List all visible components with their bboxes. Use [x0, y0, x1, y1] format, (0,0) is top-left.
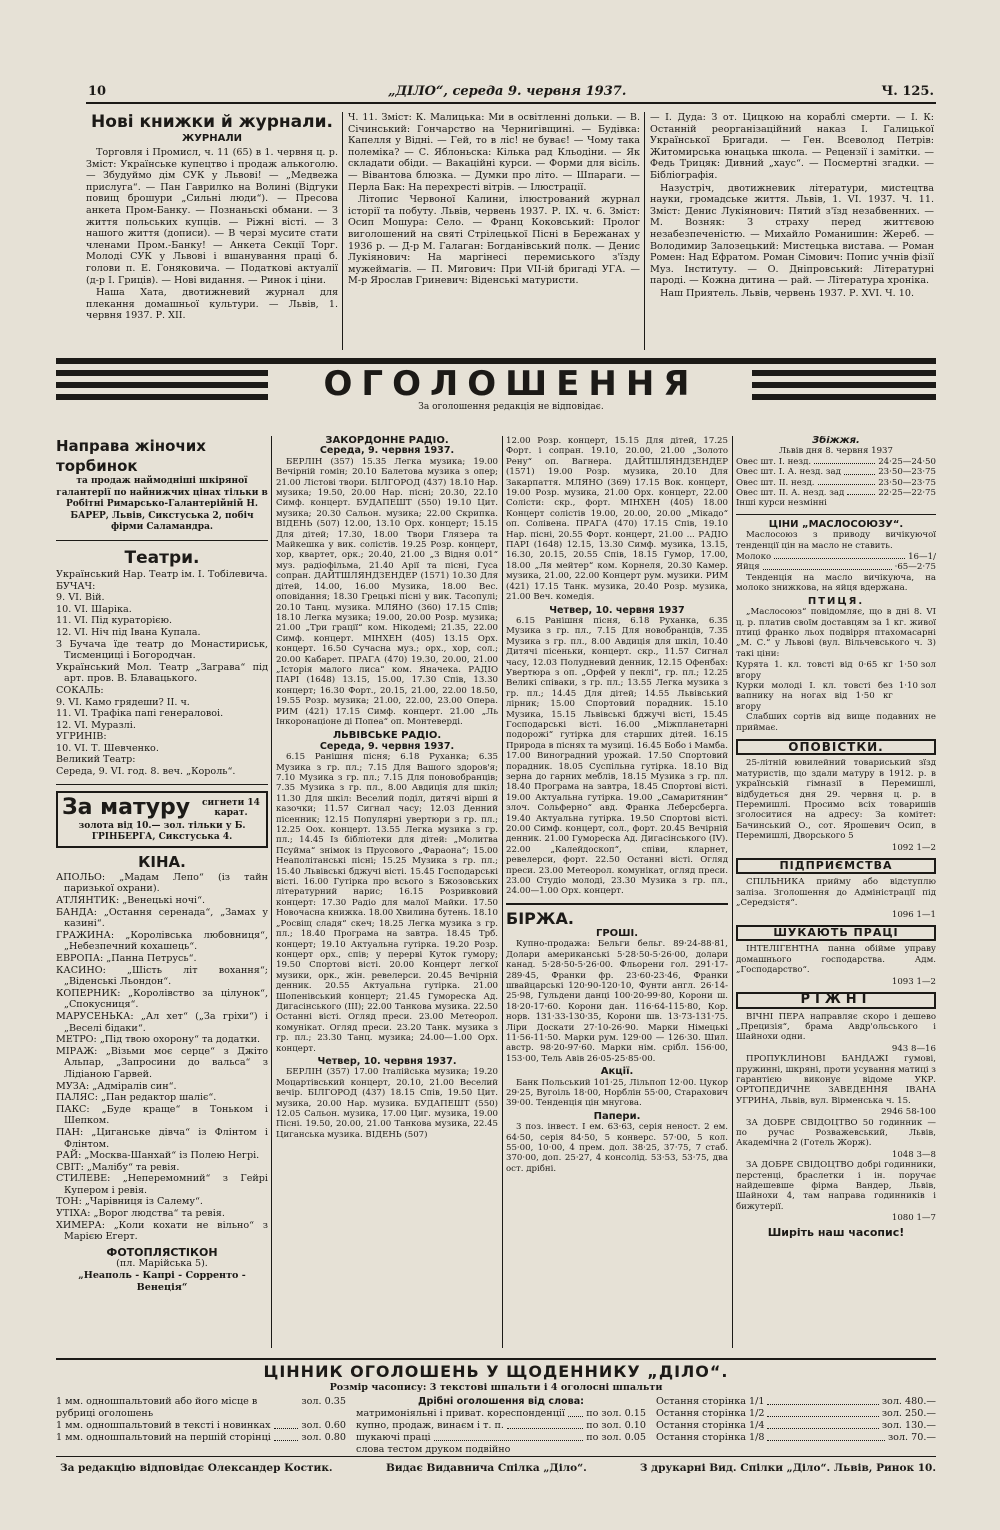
foreign-radio-date-thursday: Четвер, 10. червня 1937. — [317, 1055, 457, 1067]
books-title: Нові книжки й журнали. — [91, 112, 333, 132]
matura-ad — [56, 791, 268, 848]
masthead: „ДІЛО“, середа 9. червня 1937. — [388, 84, 627, 99]
cinema-line: МІРАЖ: „Візьми моє серце“ з Джіто Альпар, „Запросини до вальса“ з Лідіаною Гарвей. — [56, 1045, 268, 1080]
price-row-value: зол. 0.80 — [301, 1432, 346, 1443]
price-list-left — [56, 1396, 346, 1456]
handbag-ad-text: та продаж наймодніші шкіряної галантерії по найнижчих цінах тільки в Робітні Римарсько-Галантерійній Н. БАРЕР, Львів, Сикстуська 2, побіч фірми Саламандра. — [56, 476, 268, 533]
matura-ad-title: За матуру — [62, 794, 191, 820]
misc-header: РІЖНІ — [736, 992, 936, 1008]
footer-printer: З друкарні Вид. Спілки „Діло“. Львів, Ринок 10. — [639, 1462, 936, 1474]
books-item: Ч. 11. Зміст: К. Малицька: Ми в освітленні дольки. — В. Січинський: Гончарство на Чернигівщині. — Будівка: Капелля у Відні. — Гей, то в ліс! не буває! — Чому така полеміка? — С. Яблоньска: Кілька рад Кльодіни. — Як складати обіди. — Вакаційні курси. — Форми для вісіль. — Вівантова блюзка. — Думки про літо. — Шпараги. — Перла Бак: На перехресті вітрів. — Ілюстрації. — [348, 112, 640, 193]
footer-publisher: Видає Видавнича Спілка „Діло“. — [386, 1462, 587, 1474]
books-item: — І. Дуда: З от. Цицкою на кораблі смерти. — І. К: Останній реорганізаційний наказ І. Галицької Української Бригади. — Ген. Всеволод Петрів: Житомирська юнацька школа. — Рецензії і замітки. — Федь Трицяк: Дивний „хаус“. — Посмертні згадки. — Бібліографія. — [650, 112, 934, 181]
books-item: Торговля і Промисл, ч. 11 (65) в 1. червня ц. р. Зміст: Українське купецтво і продаж алькоголю. — Збудуймо дім СУК у Львові! — „Медвежа прислуга“. — Пан Гаврилко на Волині (Відгуки повищ брошури „Сильні люди“). — Пресова анкета Пром-Банку. — Познаньскі обмани. — З життя польських купців. — Ріжні вісті. — З нашого життя (дописи). — В черзі мусите стати членами Пром.-Банку! — Анкета Секції Торг. Молоді СУК у Львові і вшанування праці б. голови п. Е. Гоняковича. — Податкові актуалії (д-р І. Гриців). — Нові видання. — Ринок і ціни. — [86, 147, 338, 286]
theatres-title: Театри. — [124, 547, 200, 568]
page-header — [88, 84, 934, 102]
price-row — [356, 1420, 646, 1432]
theatre-line: 10. VI. Т. Шевченко. — [56, 742, 159, 754]
grain-row-label: Овес шт. ІІ. незд. — [736, 477, 815, 488]
businesses-header: ПІДПРИЄМСТВА — [736, 858, 936, 874]
price-row-label: шукаючі праці — [356, 1432, 431, 1443]
cinema-line: АТЛЯНТИК: „Венецькі ночі“. — [56, 895, 206, 907]
business-ad-number: 1096 1—1 — [891, 909, 936, 920]
grain-row-label: Овес шт. І. незд. — [736, 456, 812, 467]
lviv-radio-title: ЛЬВІВСЬКЕ РАДІО. — [332, 730, 442, 742]
matura-ad-text: золота від 10.— зол. тільки у Б. ГРІНБЕРГА, Сикстуська 4. — [78, 820, 246, 843]
footer-editor: За редакцію відповідає Олександер Костик. — [60, 1462, 333, 1474]
theatre-line: 12. VI. Ніч під Івана Купала. — [56, 626, 201, 638]
cinema-line: МАРУСЕНЬКА: „Ал хет“ („За гріхи“) і „Веселі бідаки“. — [56, 1010, 268, 1034]
grain-row-label: Овес шт. ІІ. А. незд. зад — [736, 488, 845, 499]
grain-title: Збіжжя. — [812, 436, 860, 446]
grain-date: Львів дня 8. червня 1937 — [779, 446, 893, 457]
maslosoyuz-note: Тенденція на масло вичікуюча, на молоко знижкова, на яйця вдержана. — [736, 572, 936, 594]
misc-ad-number: 1080 1—7 — [891, 1213, 936, 1224]
matura-ad-side: сигнети 14 карат. — [202, 797, 260, 818]
cinema-line: СВІТ: „Малібу“ та ревія. — [56, 1161, 180, 1173]
fotoplastikon-title: ФОТОПЛЯСТІКОН — [106, 1245, 218, 1259]
price-row — [656, 1432, 936, 1444]
misc-ad: ВІЧНІ ПЕРА направляє скоро і дешево „Прецизія“, брама Авдр'ольського і Шайнохи одни. — [736, 1011, 936, 1043]
cinema-line: КАСИНО: „Шість літ вохання“; „Віденські Льондон“. — [56, 964, 268, 988]
lviv-radio-date-thursday: Четвер, 10. червня 1937 — [549, 604, 685, 616]
shares-title: Акції. — [600, 1066, 634, 1078]
theatre-line: СОКАЛЬ: — [56, 684, 104, 696]
price-row-value: зол. 480.— — [881, 1396, 936, 1407]
foreign-radio-title: ЗАКОРДОННЕ РАДІО. — [325, 436, 449, 446]
price-row-value: зол. 130.— — [881, 1420, 936, 1431]
poultry-row-label: Курята 1. кл. товсті від 0·65 кг вгору — [736, 660, 893, 681]
theatres-list — [56, 569, 268, 778]
foreign-radio-program-thursday: БЕРЛІН (357) 17.00 Італійська музика; 19.20 Моцартівський концерт, 20.10, 21.00 Веселий вечір. БІЛГОРОД (437) 18.15 Спів, 19.50 Цит. музика, 20.00 Нар. музика. БУДАПЕШТ (550) 12.05 Сальон. музика, 17.00 Циг. музика, 19.00 Пісні. 19.50, 20.00, 21.00 Танкова музика, 22.45 Циганська музика. ВІДЕНЬ (507) — [276, 1067, 498, 1140]
price-row-value: зол. 0.60 — [301, 1420, 346, 1431]
theatre-line: 10. VI. Шаріка. — [56, 603, 132, 615]
job-seeker-ad-number: 1093 1—2 — [891, 976, 936, 987]
securities-text: 3 поз. інвест. І ем. 63·63, серія неност. 2 ем. 64·50, серія 84·50, 5 конверс. 57·00, 5 кол. 55·00, 10·00, 4 прем. дол. 38·25, 37·75, 7 стаб. 370·00, доп. 25·27, 4 консолід. 53·53, 53·75, два ост. дрібні. — [506, 1122, 728, 1174]
grain-row-label: Овес шт. І. А. незд. зад — [736, 467, 841, 478]
poultry-row — [736, 681, 936, 712]
theatre-line: УГРИНІВ: — [56, 731, 107, 743]
price-list-title: ЦІННИК ОГОЛОШЕНЬ У ЩОДЕННИКУ „ДІЛО“. — [263, 1362, 729, 1381]
misc-ad: ЗА ДОБРЕ СВІДОЦТВО добрі годинники, перстенці, браслетки і ін. поручає найдешевше фірма Вандер, Львів, Шайнохи 4, там направа годинників і бижутерії. — [736, 1160, 936, 1212]
grain-row — [736, 488, 936, 498]
theatre-line: 9. VI. Камо грядеши? II. ч. — [56, 696, 190, 708]
maslosoyuz-row — [736, 562, 936, 572]
price-row-label: Остання сторінка 1/8 — [656, 1432, 765, 1443]
foreign-radio-program-cont: 12.00 Розр. концерт, 15.15 Для дітей, 17.25 Форт. і сопран. 19.10, 20.00, 21.00 „Золото Рену“ оп. Вагнера. ДАЙТШЛЯНДЗЕНДЕР (1571) 19.00 Розр. музика, 20.10 Для Закарпаття. МЛЯНО (369) 17.15 Вок. концерт, 19.00 Розр. музика, 21.00 Орх. концерт, 22.00 Солісти: скр., форт. МІНХЕН (405) 18.00 Концерт солістів 19.00, 20.00, 20.00 „Мікадо“ оп. Солівена. ПРАГА (470) 17.15 Спів, 19.10 Нар. пісні, 20.55 Форт. концерт, 21.00 ... РАДІО ПАРІ (1648) 12.15, 13.30 Симф. музика, 13.15, 16.30, 20.15, 20.55 Спів, 18.15 Гумор, 17.00, 18.00 „Ля мейтер“ ком. Корнеля, 20.30 Камер. музика, 21.00, 22.00 Концерт рум. музики. РИМ (421) 17.15 Танк. музика, 20.40 Розр. музика, 21.00 Веч. комедія. — [506, 436, 728, 603]
notice-text: 25-літній ювилейний товариський зїзд матуристів, що здали матуру в 1912. р. в українській гімназії в Перемишлі, відбудеться дня 29. червня ц. р. в Перемишлі. Просимо всіх товаришів зголоситися на адресу: За комітет: Бачинський О., сот. Ярошевич Осип, в Перемишлі, Дворського 5 — [736, 758, 936, 842]
misc-ad-number: 943 8—16 — [891, 1043, 936, 1054]
theatre-line: 9. VI. Вій. — [56, 592, 105, 604]
price-row-label: 1 мм. одношпальтовий або його місце в рубриці оголошень — [56, 1396, 258, 1419]
cinema-line: АПОЛЬО: „Мадам Лепо“ (із тайн паризької охрани). — [56, 871, 268, 895]
business-ad: СПІЛЬНИКА прийму або відступлю заліза. Зголошення до Адміністрації під „Середзістя“. — [736, 877, 936, 909]
cinema-line: СТИЛЕВЕ: „Неперемомний“ з Гейрі Купером і ревія. — [56, 1173, 268, 1196]
poultry-row — [736, 660, 936, 681]
poultry-row-value: 1·10 зол — [898, 680, 936, 691]
poultry-row-value: 1·50 зол — [898, 660, 936, 671]
theatre-line: 12. VI. Муразлі. — [56, 719, 136, 731]
foreign-radio-program: БЕРЛІН (357) 15.35 Легка музика; 19.00 Вечірній гомін; 20.10 Балетова музика з опер; 21.00 Лістові твори. БІЛГОРОД (437) 18.10 Нар. музика; 19.50, 20.00 Нар. пісні; 20.30, 22.10 Симф. концерт. БУДАПЕШТ (550) 19.10 Цит. музика; 20.30 Сальон. музика; 22.00 Скрипка. ВІДЕНЬ (507) 12.00, 13.10 Орх. концерт; 15.15 Для дітей; 17.30, 18.00 Твори Глязера та Майкешка у вик. солістів. 19.25 Розр. концерт, хор, квартет, орк.; 20.40, 21.00 „З Відня 0.01“ муз. радіофільма, 21.40 Арії та пісні, Гуса сопран. ДАЙТШЛЯНДЗЕНДЕР (1571) 10.30 Для дітей, 14.00, 16.00 Музика, 18.00 Вес. оповідання; 18.30 Грецькі пісні у вик. Тасопулі; 20.10 Танц. музика. МЛЯНО (360) 17.15 Спів; 18.10 Легка музика; 19.00, 20.00 Розр. музика; 21.00 „Три грації“ ком. Нікодемі; 21.35, 22.00 Симф. концерт. МІНХЕН (405) 13.15 Орх. концерт. 16.50 Сучасна муз.; орх., хор, сол.; 20.00 Кабарет. ПРАГА (470) 19.30, 20.00, 21.00 „Історія малого лиса“ ком. Яначека. РАДІО ПАРІ (1648) 13.15, 15.00, 17.30 Спів, 13.30 концерт; 16.30 Форт., 20.15, 21.00, 22.00 18.50, 19.55 Розр. музика; 21.00, 22.00, 23.00 Опера. РИМ (421) 17.15 Симф. концерт. 21.00 „Ль Інкоронаціоне ді Попеа“ оп. Монтеверді. — [276, 456, 498, 727]
ads-column-3 — [506, 436, 728, 1356]
poultry-row-label: Курки молоді І. кл. товсті без вапнику на ногах від 1·50 кг вгору — [736, 680, 893, 712]
cinemas-title: КІНА. — [138, 852, 186, 871]
theatre-line: Український Нар. Театр ім. І. Тобілевича. — [56, 568, 268, 580]
grain-row — [736, 467, 936, 477]
grain-row-value: 22·25—22·75 — [878, 488, 936, 499]
poultry-note: Слабших сортів від вище подавних не приймає. — [736, 712, 936, 733]
theatre-line: Середа, 9. VI. год. 8. веч. „Король“. — [56, 766, 236, 778]
misc-ad: ЗА ДОБРЕ СВІДОЦТВО 50 годинник — по ручас Розважевський, Львів, Академічна 2 (Готель Жорж). — [736, 1117, 936, 1149]
fotoplastikon-address: (пл. Марійська 5). — [116, 1258, 208, 1270]
books-column-3 — [650, 112, 934, 356]
cinema-line: РАЙ: „Москва-Шанхай“ із Полею Негрі. — [56, 1150, 260, 1162]
notices-header: ОПОВІСТКИ. — [736, 739, 936, 755]
price-row-label: матримоніяльні і приват. кореспонденції — [356, 1408, 565, 1419]
header-rule — [86, 102, 936, 104]
cinema-line: МЕТРО: „Під твою охорону“ та додатки. — [56, 1034, 261, 1046]
books-column-2 — [348, 112, 640, 356]
price-list-mid-title: Дрібні оголошення від слова: — [417, 1396, 585, 1407]
price-row-label: 1 мм. одношпальтовий в тексті і новинках — [56, 1420, 271, 1431]
price-row-value: зол. 0.35 — [301, 1396, 346, 1407]
maslosoyuz-row-value: 16—1/ — [908, 552, 936, 563]
maslosoyuz-row-label: Яйця — [736, 562, 760, 573]
cinemas-list — [56, 872, 268, 1243]
price-row-value: зол. 70.— — [887, 1432, 936, 1443]
lviv-radio-program-thursday: 6.15 Ранішня пісня, 6.18 Руханка, 6.35 Музика з гр. пл., 7.15 Для новобранців, 7.35 Музика з гр. пл., 8.00 Авдиція для шкіл, 10.40 Дитячі пісеньки, концерт. скр., 11.57 Сигнал часу, 12.03 Полудневий денник, 12.15 Офенбах: Увертюра з оп. „Орфей у пеклі“, гр. пл.; 12.25 Великі співаки, з гр. пл.; 13.55 Легка музика з гр. пл.; 14.45 Для дітей; 14.55 Львівський лірник; 15.00 Спортовий порадник. 15.10 Музика, 15.15 Львівські бджучі вісті, 15.45 Господарські вісті. 16.00 „Міжпланетарні подорожі“ гутірка для старших дітей. 16.15 Природа в піснях та музиці. 16.45 Бобо і Мамба. 17.00 Виноградний урожай. 17.50 Спортовий порадник. 18.05 Суспільна гутірка. 18.10 Від зерна до гарних меблів, 18.15 Музика з гр. пл. 18.40 Програма на завтра, 18.45 Спортові вісті. 19.00 Актуальна гутірка. 19.00 „Самаритянин“ злоч. Сольферно“ авд. Франка Лєберсберга. 19.40 Актуальна гутірка. 19.50 Спортові вісті. 20.00 Симф. концерт, сол., форт. 20.45 Вечірній денник. 21.00 Гумореска Ад. Дигасінського (IV). 22.00 „Калейдоскоп“, співи, кларнет, ревелерси, форт. 22.50 Останні вісті. Огляд преси. 23.00 Метеорол. комунікат, огляд преси. 23.00 Студіо молоді, 23.30 Музика з гр. пл., 24.00—1.00 Орх. концерт. — [506, 615, 728, 897]
grain-row-value: 23·50—23·75 — [878, 477, 936, 488]
poultry-title: ПТИЦЯ. — [807, 595, 865, 607]
theatre-line: З Бучача їде театр до Монастириськ, Тисменциці і Богородчан. — [56, 638, 268, 662]
cinema-line: ТОН: „Чарівниця із Салему“. — [56, 1196, 203, 1208]
maslosoyuz-prices — [736, 552, 936, 573]
securities-title: Папери. — [593, 1110, 641, 1122]
cinema-line: ХИМЕРА: „Коли кохати не вільно“ з Марією Егерт. — [56, 1219, 268, 1243]
cinema-line: ПАКС: „Буде краще“ в Тоньком і Шепком. — [56, 1103, 268, 1127]
poultry-text: „Маслосоюз“ повідомляє, що в дні 8. VI ц. р. платив своїм доставцям за 1 кг. живої птиці франко льох подвірря птахомасарні „М. С.“ у Львові (вул. Вільчевського ч. 3) такі ціни: — [736, 607, 936, 659]
theatre-line: 11. VI. Під кураторією. — [56, 615, 173, 627]
price-row-value: по зол. 0.10 — [586, 1420, 646, 1431]
theatre-line: Великий Театр: — [56, 754, 136, 766]
price-row — [656, 1408, 936, 1420]
theatre-line: 11. VI. Трафіка папі генераловоі. — [56, 708, 224, 720]
price-list-mid — [356, 1408, 646, 1456]
maslosoyuz-row — [736, 552, 936, 562]
cinema-line: ПАЛЯС: „Пан редактор шаліє“. — [56, 1092, 217, 1104]
theatre-line: БУЧАЧ: — [56, 580, 96, 592]
job-seekers-header: ШУКАЮТЬ ПРАЦІ — [736, 925, 936, 941]
cinema-line: БАНДА: „Остання серенада“, „Замах у казині“. — [56, 906, 268, 930]
ads-banner — [56, 352, 936, 416]
shares-text: Банк Польський 101·25, Лільпоп 12·00. Цукор 29·25, Вугоіль 18·00, Норблін 55·00, Старахович 39·00. Тенденція цін мнугова. — [506, 1077, 728, 1109]
price-list — [56, 1362, 936, 1454]
price-row-value: зол. 250.— — [881, 1408, 936, 1419]
job-seeker-ad: ІНТЕЛІГЕНТНА панна обійме управу домашнього господарства. Адм. „Господарство“. — [736, 944, 936, 976]
cinema-line: УТІХА: „Ворог людства“ та ревія. — [56, 1208, 225, 1220]
grain-row-value: 24·25—24·50 — [878, 456, 936, 467]
ads-banner-title: ОГОЛОШЕННЯ — [323, 364, 699, 404]
price-row-label: Остання сторінка 1/2 — [656, 1408, 765, 1419]
misc-ad-number: 1048 3—8 — [891, 1149, 936, 1160]
books-item: Назустріч, двотижневик літератури, мистецтва науки, громадське життя. Львів, 1. VI. 1937. Ч. 11. Зміст: Денис Лукіянович: Пятий з'їзд незабвенних. — М. Возняк: З страху перед життєвою незабезпеченістю. — Михайло Романишин: Жереб. — Володимир Залозецький: Мистецька вистава. — Роман Ромен: Над Ефратом. Роман Сімович: Попис учнів фізії Муз. Інституту. — О. Дніпровський: Літературні пароді. — Кожна дитина — рай. — Література хроніка. — [650, 182, 934, 287]
ads-column-4 — [736, 436, 936, 1356]
books-item: Наша Хата, двотижневий журнал для плекання домашньої культури. — Львів, 1. червня 1937. Р. XII. — [86, 287, 338, 322]
ads-column-1 — [56, 436, 268, 1356]
cinema-line: ГРАЖИНА: „Королівська любовниця“, „Небезпечний кохашець“. — [56, 929, 268, 953]
price-row — [356, 1408, 646, 1420]
price-list-subtitle: Розмір часопису: 3 текстові шпальти і 4 оголосні шпальти — [329, 1382, 663, 1393]
cinema-line: ПАН: „Циганське дівча“ із Флінтом і Флінтом. — [56, 1126, 268, 1150]
price-row-label: купно, продаж, винаєм і т. п. — [356, 1420, 504, 1431]
page-footer — [60, 1462, 936, 1478]
price-row-label: 1 мм. одношпальтовий на першій сторінці — [56, 1432, 271, 1443]
price-row — [56, 1420, 346, 1432]
price-row-label: слова тестом друком подвійно — [356, 1444, 511, 1455]
price-row-label: Остання сторінка 1/1 — [656, 1396, 765, 1407]
price-row — [356, 1444, 646, 1456]
price-list-right — [656, 1396, 936, 1456]
handbag-ad-title: Направа жіночих торбинок — [56, 437, 206, 475]
spread-slogan: Ширіть наш часопис! — [767, 1225, 905, 1239]
books-column-1 — [86, 112, 338, 356]
price-row — [356, 1432, 646, 1444]
price-row-value: по зол. 0.15 — [586, 1408, 646, 1419]
issue-number: Ч. 125. — [881, 84, 934, 99]
cinema-line: ЕВРОПА: „Панна Петрусь“. — [56, 953, 197, 964]
cinema-line: МУЗА: „Адміралів син“. — [56, 1080, 177, 1092]
grain-row — [736, 478, 936, 488]
misc-ad: ПРОПУКЛИНОВІ БАНДАЖІ гумові, пружинні, шкряні, проти усування матиці з гарантією виконує відоме УКР. ОРТОПЕДИЧНЕ ЗАВЕДЕННЯ ІВАНА УГРИНА, Львів, вул. Вірменська ч. 15. — [736, 1054, 936, 1106]
page-number: 10 — [88, 84, 107, 99]
books-item: Літопис Червоної Калини, ілюстрований журнал історії та побуту. Львів, червень 1937. Р. IX. ч. 6. Зміст: Осип Мошура: Село. — Франц Коковський: Пролог виголошений на святі Стрілецької Пісні в Бережанах у 1936 р. — Д-р М. Галаган: Богданівський полк. — Денис Лукіянович: На маргінесі перемиського з'їзду мужеймагів. — П. Мигович: При VII-ій бригаді УГА. — М-р Ярослав Гриневич: Віденські матуристи. — [348, 194, 640, 287]
price-row — [56, 1396, 346, 1420]
grain-prices — [736, 457, 936, 509]
fotoplastikon-text: „Неаполь - Капрі - Сорренто - Венеція“ — [78, 1270, 246, 1293]
ads-banner-note: За оголошення редакція не відповідає. — [418, 402, 604, 412]
lviv-radio-program: 6.15 Ранішня пісня; 6.18 Руханка; 6.35 Музика з гр. пл.; 7.15 Для Вашого здоров'я; 7.10 Музика з гр. пл.; 7.15 Для поновобранців; 7.35 Музика з гр. пл., 8.00 Авдиція для шкіл; 11.30 Для шкіл: Веселий поділ, дитячі вірші й казочки; 11.57 Сигнал часу; 12.03 Денний пісенник; 12.15 Популярні увертюри з гр. пл.; 12.25 Оох. концерт. 13.55 Легка музика з гр. пл.; 14.45 Із бібліотеки для дітей: „Молитва Псуйма“ знімок із Прусового „Фараона“; 15.00 Неаполітанські пісні; 15.25 Музика з гр. пл.; 15.40 Львівські бджучі вісті. 15.45 Господарські вісті. 16.00 Гутірка про всього з Бжозовських літературний нарис; 16.15 Розривковий концерт: 17.30 Радіо для малої Майки. 17.50 Новочасна книжка. 18.00 Хвилина бутень. 18.10 „Росвіщ сладя“ скеч; 18.25 Легка музика з гр. пл.; 18.40 Програма на завтра. 18.45 Трб. концерт; 19.10 Актуальна гутірка. 19.20 Розр. концерт орх., спів; у перерві Куток гумору; 19.50 Спортові вісті. 20.00 Концерт легкої музики, орк., жін. ревелерси. 20.45 Вечірній денник. 20.55 Актуальна гутірка. 21.00 Шопенівський концерт; 21.45 Гумореска Ад. Дигасінського (III); 22.00 Танкова музика. 22.50 Останні вісті. Огляд преси. 23.00 Метеорол. комунікат. Огляд преси. 23.20 Танк. музика з гр. пл.; 23.30 Танц. музика; 24.00—1.00 Орх. концерт. — [276, 752, 498, 1054]
cinema-line: КОПЕРНИК: „Королівство за цілунок“, „Спокусниця“. — [56, 987, 268, 1011]
currency-title: ГРОШІ. — [595, 927, 639, 939]
grain-row-label: Інші курси незмінні — [736, 498, 827, 509]
price-row — [56, 1432, 346, 1444]
foreign-radio-date: Середа, 9. червня 1937. — [319, 445, 455, 457]
books-subtitle: ЖУРНАЛИ — [181, 133, 243, 144]
maslosoyuz-row-value: ·65—2·75 — [894, 562, 936, 573]
notice-number: 1092 1—2 — [891, 842, 936, 853]
theatre-line: Український Мол. Театр „Заграва“ під арт. пров. В. Блавацького. — [56, 661, 268, 685]
maslosoyuz-title: ЦІНИ „МАСЛОСОЮЗУ“. — [768, 518, 904, 530]
maslosoyuz-text: Маслосоюз з приводу вичікуючої тенденції цін на масло не ставить. — [736, 530, 936, 551]
grain-row — [736, 498, 936, 508]
exchange-title: БІРЖА. — [506, 908, 574, 928]
currency-text: Купно-продажа: Бельги бельг. 89·24-88·81, Долари американські 5·28·50-5·26·00, долари канад. 5·28·50-5·26·00. Фльорени гол. 291·17-289·45, Франки фр. 23·60-23·46, Франки швайцарські 120·90-120·10, Фунти англ. 26·14-25·98, Гульдени данці 100·20-99·80, Корони ш. 18·20-17·60. Корони дан. 116·64-115·80, Кор. норв. 131·33-130·35, Корони шв. 13·73-131·75. Ліри Доскати 27·10-26·90. Марки Німецькі 11·56-11·50. Марки рум. 129·00 — 126·30. Шил. австр. 98·20-97·60. Марки нім. срібл. 156·00, 153·00, Тель Авів 26·05-25·85·00. — [506, 939, 728, 1064]
maslosoyuz-row-label: Молоко — [736, 552, 772, 563]
grain-row-value: 23·50—23·75 — [878, 467, 936, 478]
grain-row — [736, 457, 936, 467]
poultry-prices — [736, 660, 936, 712]
price-row-label: Остання сторінка 1/4 — [656, 1420, 765, 1431]
price-row-value: по зол. 0.05 — [586, 1432, 646, 1443]
ads-column-2 — [276, 436, 498, 1356]
lviv-radio-date: Середа, 9. червня 1937. — [319, 740, 455, 752]
books-item: Наш Приятель. Львів, червень 1937. Р. XVI. Ч. 10. — [660, 287, 915, 299]
misc-ad-number: 2946 58-100 — [881, 1107, 936, 1118]
price-row — [656, 1420, 936, 1432]
price-row — [656, 1396, 936, 1408]
